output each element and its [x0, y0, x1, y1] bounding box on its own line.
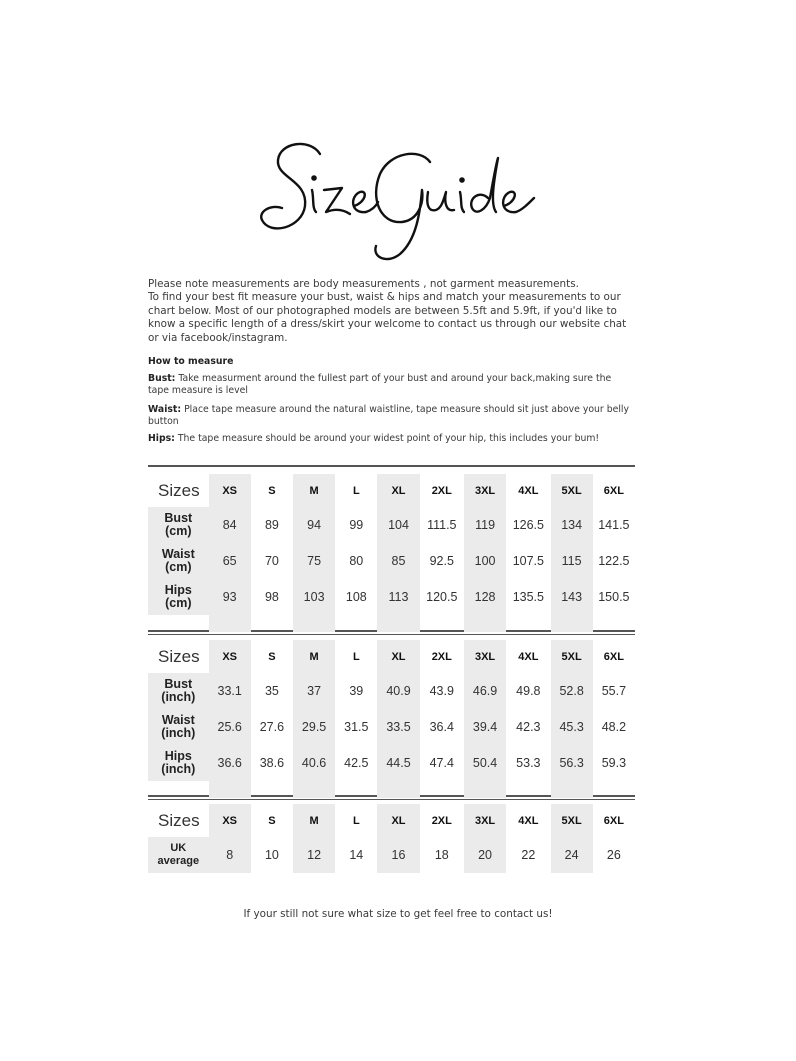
table-cell: 111.5 [427, 518, 457, 532]
hips-label: Hips: [148, 433, 175, 444]
table-cell: 103 [293, 579, 335, 615]
table-cell: 27.6 [259, 720, 285, 734]
table-cell: 45.3 [551, 709, 593, 745]
table-row [148, 507, 635, 543]
filler-cell [420, 781, 464, 798]
filler-cell [251, 615, 293, 632]
table-cell: 36.6 [209, 745, 251, 781]
table-cell: 99 [349, 518, 364, 532]
size-table-cm [148, 474, 635, 632]
table-cell: 56.3 [551, 745, 593, 781]
table-cell: 98 [264, 590, 279, 604]
row-label [148, 507, 209, 543]
table-row [148, 709, 635, 745]
table-cell: 35 [264, 684, 279, 698]
filler-cell [420, 615, 464, 632]
table-row [148, 543, 635, 579]
bust-instruction [148, 373, 648, 397]
table-cell: 16 [377, 837, 419, 873]
filler-cell [551, 781, 593, 798]
filler-cell [506, 615, 550, 632]
filler-cell [593, 781, 635, 798]
filler-cell [209, 781, 251, 798]
row-label-line: (inch) [161, 762, 196, 776]
row-label-line: Bust [164, 511, 193, 525]
table-cell: 115 [551, 543, 593, 579]
table-cell: 29.5 [293, 709, 335, 745]
hips-instruction [148, 433, 648, 445]
table-header-row [148, 804, 635, 837]
size-column-header: L [352, 650, 360, 663]
sizes-header: Sizes [158, 811, 200, 830]
table-cell: 80 [349, 554, 364, 568]
table-cell: 113 [377, 579, 419, 615]
filler-cell [551, 615, 593, 632]
table-cell: 48.2 [601, 720, 627, 734]
size-column-header: 5XL [551, 474, 593, 507]
intro-line: Please note measurements are body measurements , not garment measurements. [148, 278, 579, 290]
intro-line: To find your best fit measure your bust, waist & hips and match your measurements to our [148, 291, 621, 304]
row-label-line: Hips [164, 583, 192, 597]
table-cell: 65 [209, 543, 251, 579]
table-cell: 52.8 [551, 673, 593, 709]
table-cell: 89 [264, 518, 279, 532]
size-column-header: XS [209, 640, 251, 673]
bust-text: tape measure is level [148, 385, 248, 396]
table-cell: 49.8 [516, 684, 541, 698]
intro-line: know a specific length of a dress/skirt your welcome to contact us through our website chat [148, 318, 627, 331]
row-label-line: average [157, 855, 200, 867]
filler-cell [293, 615, 335, 632]
table-row [148, 579, 635, 615]
table-cell: 75 [293, 543, 335, 579]
divider-line [148, 465, 635, 467]
table-cell: 141.5 [598, 518, 630, 532]
table-cell: 120.5 [426, 590, 458, 604]
size-column-header: 6XL [603, 484, 624, 497]
table-cell: 85 [377, 543, 419, 579]
row-label [148, 709, 209, 745]
size-column-header: 5XL [551, 804, 593, 837]
table-cell: 100 [464, 543, 506, 579]
size-column-header: 4XL [518, 484, 539, 497]
table-cell: 40.9 [377, 673, 419, 709]
table-cell: 44.5 [377, 745, 419, 781]
table-cell: 128 [464, 579, 506, 615]
size-guide-logo [250, 128, 550, 268]
sizes-header: Sizes [158, 647, 200, 666]
waist-instruction [148, 404, 648, 428]
bust-text: Take measurment around the fullest part of your bust and around your back,making sure the [178, 373, 612, 384]
filler-cell [593, 615, 635, 632]
table-cell: 126.5 [512, 518, 544, 532]
waist-text: Place tape measure around the natural waistline, tape measure should sit just above your belly [184, 404, 629, 415]
table-cell: 108 [345, 590, 367, 604]
size-column-header: M [293, 804, 335, 837]
size-column-header: S [268, 484, 276, 497]
row-label [148, 543, 209, 579]
size-column-header: S [268, 814, 276, 827]
table-cell: 40.6 [293, 745, 335, 781]
table-cell: 143 [551, 579, 593, 615]
table-cell: 93 [209, 579, 251, 615]
table-cell: 33.5 [377, 709, 419, 745]
filler-cell [209, 615, 251, 632]
filler-cell [464, 615, 506, 632]
row-label-line: (inch) [161, 726, 196, 740]
row-label-line: Bust [164, 677, 193, 691]
divider-line [148, 634, 635, 635]
size-column-header: XS [209, 474, 251, 507]
how-to-measure-title: How to measure [148, 356, 234, 367]
table-cell: 46.9 [464, 673, 506, 709]
size-column-header: L [352, 814, 360, 827]
table-filler-row [148, 781, 635, 798]
table-cell: 122.5 [598, 554, 630, 568]
table-filler-row [148, 615, 635, 632]
table-cell: 42.5 [344, 756, 369, 770]
table-cell: 50.4 [464, 745, 506, 781]
size-column-header: M [293, 474, 335, 507]
size-column-header: 2XL [431, 484, 452, 497]
size-column-header: 3XL [464, 640, 506, 673]
size-column-header: 3XL [464, 474, 506, 507]
waist-text: button [148, 416, 179, 427]
table-cell: 18 [434, 848, 449, 862]
table-cell: 59.3 [601, 756, 627, 770]
table-cell: 37 [293, 673, 335, 709]
table-cell: 31.5 [344, 720, 369, 734]
row-label-line: Waist [161, 713, 195, 727]
table-cell: 33.1 [209, 673, 251, 709]
table-cell: 14 [349, 848, 364, 862]
size-column-header: M [293, 640, 335, 673]
filler-cell [335, 615, 377, 632]
size-column-header: 6XL [603, 814, 624, 827]
table-cell: 25.6 [209, 709, 251, 745]
table-row [148, 745, 635, 781]
filler-cell [148, 615, 209, 632]
size-table-uk [148, 804, 635, 873]
table-cell: 135.5 [512, 590, 544, 604]
filler-cell [251, 781, 293, 798]
table-cell: 84 [209, 507, 251, 543]
filler-cell [506, 781, 550, 798]
size-column-header: 4XL [518, 814, 539, 827]
filler-cell [148, 781, 209, 798]
size-column-header: 2XL [431, 814, 452, 827]
size-column-header: 2XL [431, 650, 452, 663]
table-cell: 39.4 [464, 709, 506, 745]
size-column-header: 4XL [518, 650, 539, 663]
divider-line [148, 799, 635, 800]
row-label-line: (inch) [161, 690, 196, 704]
row-label-line: (cm) [165, 560, 192, 574]
size-column-header: L [352, 484, 360, 497]
intro-line: chart below. Most of our photographed models are between 5.5ft and 5.9ft, if you'd like to [148, 304, 617, 317]
table-cell: 47.4 [429, 756, 454, 770]
row-label [148, 579, 209, 615]
size-column-header: 6XL [603, 650, 624, 663]
hips-text: The tape measure should be around your widest point of your hip, this includes your bum! [177, 433, 600, 444]
table-cell: 70 [264, 554, 279, 568]
row-label-line: Waist [161, 547, 195, 561]
table-cell: 53.3 [516, 756, 541, 770]
table-cell: 42.3 [516, 720, 541, 734]
table-cell: 36.4 [429, 720, 454, 734]
table-cell: 26 [606, 848, 621, 862]
filler-cell [293, 781, 335, 798]
table-cell: 10 [264, 848, 279, 862]
table-cell: 150.5 [598, 590, 630, 604]
bust-label: Bust: [148, 373, 176, 384]
filler-cell [335, 781, 377, 798]
table-cell: 119 [464, 507, 506, 543]
table-cell: 8 [209, 837, 251, 873]
table-cell: 94 [293, 507, 335, 543]
size-column-header: S [268, 650, 276, 663]
filler-cell [377, 615, 419, 632]
table-cell: 38.6 [259, 756, 285, 770]
table-cell: 24 [551, 837, 593, 873]
intro-paragraph [148, 278, 648, 345]
row-label-line: (cm) [165, 596, 192, 610]
table-header-row [148, 474, 635, 507]
sizes-header: Sizes [158, 481, 200, 500]
table-cell: 22 [521, 848, 536, 862]
filler-cell [377, 781, 419, 798]
footer-note: If your still not sure what size to get feel free to contact us! [243, 908, 553, 920]
table-cell: 39 [349, 684, 364, 698]
table-cell: 104 [377, 507, 419, 543]
table-cell: 92.5 [429, 554, 454, 568]
size-column-header: 3XL [464, 804, 506, 837]
table-cell: 107.5 [512, 554, 544, 568]
row-label-line: UK [170, 842, 187, 854]
row-label [148, 745, 209, 781]
table-cell: 55.7 [601, 684, 627, 698]
size-table-inch [148, 640, 635, 798]
row-label-line: (cm) [165, 524, 192, 538]
row-label-line: Hips [164, 749, 192, 763]
row-label [148, 673, 209, 709]
waist-label: Waist: [148, 404, 182, 415]
size-column-header: XS [209, 804, 251, 837]
table-header-row [148, 640, 635, 673]
table-cell: 134 [551, 507, 593, 543]
table-cell: 43.9 [429, 684, 454, 698]
row-label [148, 837, 209, 873]
size-column-header: XL [377, 640, 419, 673]
table-cell: 20 [464, 837, 506, 873]
size-column-header: XL [377, 474, 419, 507]
table-row [148, 837, 635, 873]
intro-line: or via facebook/instagram. [148, 331, 288, 344]
size-column-header: 5XL [551, 640, 593, 673]
table-cell: 12 [293, 837, 335, 873]
filler-cell [464, 781, 506, 798]
size-column-header: XL [377, 804, 419, 837]
table-row [148, 673, 635, 709]
